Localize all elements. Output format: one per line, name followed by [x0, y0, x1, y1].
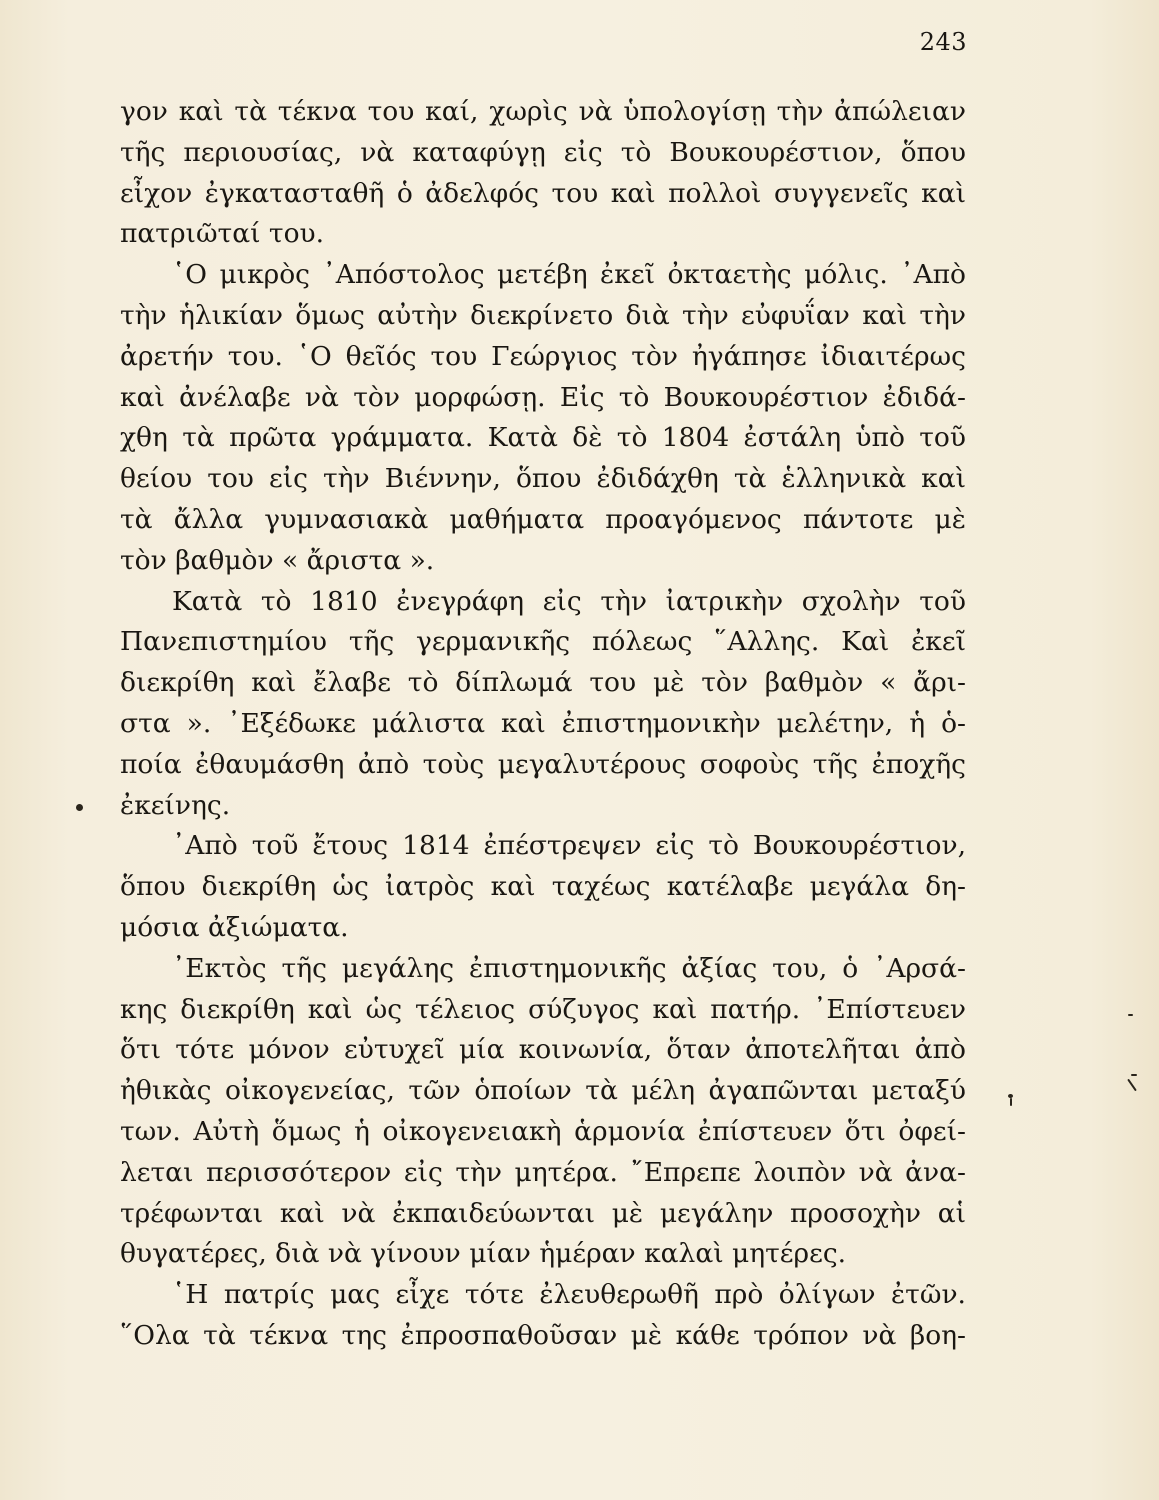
text-line: ἠθικὰς οἰκογενείας, τῶν ὁποίων τὰ μέλη ἀγαπῶνται μεταξύ — [120, 1075, 966, 1107]
text-line: ἐκείνης. — [120, 789, 231, 821]
text-line: χθη τὰ πρῶτα γράμματα. Κατὰ δὲ τὸ 1804 ἐστάλη ὑπὸ τοῦ — [120, 422, 966, 454]
print-speck — [1128, 1014, 1133, 1016]
print-speck — [1010, 1098, 1012, 1106]
print-speck — [76, 804, 83, 811]
text-line: ῾Η πατρίς μας εἶχε τότε ἐλευθερωθῆ πρὸ ὀλίγων ἐτῶν. — [172, 1279, 966, 1311]
text-line: Πανεπιστημίου τῆς γερμανικῆς πόλεως ῞Αλλης. Καὶ ἐκεῖ — [120, 626, 966, 658]
text-line: των. Αὐτὴ ὅμως ἡ οἰκογενειακὴ ἁρμονία ἐπίστευεν ὅτι ὀφεί- — [120, 1115, 966, 1147]
text-line: μόσια ἀξιώματα. — [120, 911, 349, 943]
text-line: ποία ἐθαυμάσθη ἀπὸ τοὺς μεγαλυτέρους σοφοὺς τῆς ἐποχῆς — [120, 748, 966, 780]
body-text — [120, 92, 966, 1357]
text-line: ἀρετήν του. ῾Ο θεῖός του Γεώργιος τὸν ἠγάπησε ἰδιαιτέρως — [120, 340, 966, 372]
text-line: στα ». ᾿Εξέδωκε μάλιστα καὶ ἐπιστημονικὴν μελέτην, ἡ ὁ- — [120, 707, 966, 739]
text-line: πατριῶταί του. — [120, 218, 325, 250]
text-line: τὴν ἡλικίαν ὅμως αὐτὴν διεκρίνετο διὰ τὴν εὐφυΐαν καὶ τὴν — [120, 299, 966, 331]
text-line: κης διεκρίθη καὶ ὡς τέλειος σύζυγος καὶ πατήρ. ᾿Επίστευεν — [120, 993, 966, 1025]
text-line: τὰ ἄλλα γυμνασιακὰ μαθήματα προαγόμενος πάντοτε μὲ — [120, 503, 966, 535]
text-line: ῞Ολα τὰ τέκνα της ἐπροσπαθοῦσαν μὲ κάθε τρόπον νὰ βοη- — [120, 1319, 966, 1351]
text-line: γον καὶ τὰ τέκνα του καί, χωρὶς νὰ ὑπολογίσῃ τὴν ἀπώλειαν — [120, 96, 966, 127]
text-line: ᾿Απὸ τοῦ ἔτους 1814 ἐπέστρεψεν εἰς τὸ Βουκουρέστιον, — [172, 830, 966, 862]
text-line: Κατὰ τὸ 1810 ἐνεγράφη εἰς τὴν ἰατρικὴν σχολὴν τοῦ — [172, 585, 966, 617]
print-speck — [1131, 1074, 1137, 1076]
text-line: ᾿Εκτὸς τῆς μεγάλης ἐπιστημονικῆς ἀξίας του, ὁ ᾿Αρσά- — [172, 952, 966, 984]
text-line: θείου του εἰς τὴν Βιέννην, ὅπου ἐδιδάχθη τὰ ἑλληνικὰ καὶ — [120, 463, 966, 495]
text-line: ῾Ο μικρὸς ᾿Απόστολος μετέβη ἐκεῖ ὀκταετὴς μόλις. ᾿Απὸ — [172, 259, 966, 291]
page-number: 243 — [919, 28, 967, 56]
text-line: καὶ ἀνέλαβε νὰ τὸν μορφώσῃ. Εἰς τὸ Βουκουρέστιον ἐδιδά- — [120, 381, 966, 413]
print-speck — [1127, 1079, 1137, 1092]
text-line: τῆς περιουσίας, νὰ καταφύγῃ εἰς τὸ Βουκουρέστιον, ὅπου — [120, 136, 966, 168]
text-line: εἶχον ἐγκατασταθῆ ὁ ἀδελφός του καὶ πολλοὶ συγγενεῖς καὶ — [120, 177, 966, 209]
text-line: λεται περισσότερον εἰς τὴν μητέρα. ῎Επρεπε λοιπὸν νὰ ἀνα- — [120, 1156, 966, 1188]
text-line: τρέφωνται καὶ νὰ ἐκπαιδεύωνται μὲ μεγάλην προσοχὴν αἱ — [120, 1197, 966, 1229]
text-line: διεκρίθη καὶ ἔλαβε τὸ δίπλωμά του μὲ τὸν βαθμὸν « ἄρι- — [120, 667, 966, 699]
text-line: ὅπου διεκρίθη ὡς ἰατρὸς καὶ ταχέως κατέλαβε μεγάλα δη- — [120, 871, 966, 903]
text-line: ὅτι τότε μόνον εὐτυχεῖ μία κοινωνία, ὅταν ἀποτελῆται ἀπὸ — [120, 1034, 966, 1066]
text-line: θυγατέρες, διὰ νὰ γίνουν μίαν ἡμέραν καλαὶ μητέρες. — [120, 1238, 847, 1270]
text-line: τὸν βαθμὸν « ἄριστα ». — [120, 544, 435, 576]
